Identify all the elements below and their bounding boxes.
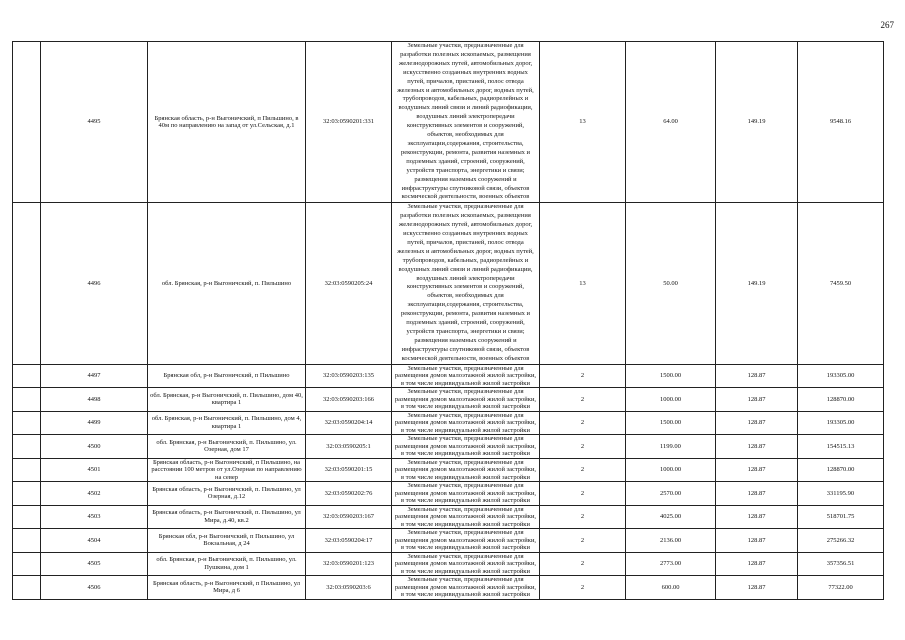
cadastral-value: 193305.00 (798, 364, 884, 388)
row-number: 4498 (41, 388, 148, 412)
cadastral-number: 32:03:0590204:17 (306, 529, 392, 553)
row-spacer (13, 552, 41, 576)
cadastral-value: 154515.13 (798, 435, 884, 459)
page-number: 267 (880, 20, 894, 30)
row-number: 4502 (41, 482, 148, 506)
row-number: 4501 (41, 458, 148, 482)
land-area: 1199.00 (626, 435, 716, 459)
cadastral-number: 32:03:0590203:166 (306, 388, 392, 412)
row-spacer (13, 42, 41, 203)
specific-cadastral-value: 128.87 (716, 552, 798, 576)
address-cell: обл. Брянская, р-н Выгоничский, п. Пильшино, дом 4, квартира 1 (148, 411, 306, 435)
address-cell: обл. Брянская, р-н Выгоничский, п. Пильшино, ул. Озерная, дом 17 (148, 435, 306, 459)
row-spacer (13, 411, 41, 435)
specific-cadastral-value: 128.87 (716, 458, 798, 482)
row-spacer (13, 435, 41, 459)
use-type-code: 2 (540, 576, 626, 600)
cadastral-number: 32:03:0590201:331 (306, 42, 392, 203)
use-type-code: 2 (540, 505, 626, 529)
table-row (13, 364, 884, 388)
cadastral-number: 32:03:0590203:167 (306, 505, 392, 529)
land-use-description: Земельные участки, предназначенные для размещения домов малоэтажной жилой застройки, в том числе индивидуальной жилой застройки (392, 458, 540, 482)
cadastral-value: 275266.32 (798, 529, 884, 553)
land-area: 2136.00 (626, 529, 716, 553)
land-use-description: Земельные участки, предназначенные для разработки полезных ископаемых, размещения железнодорожных путей, автомобильных дорог, искусственно созданных внутренних водных путей, причалов, пристаней, полос отвода железных и автомобильных дорог, водных путей, трубопроводов, кабельных, радиорелейных и воздушных линий связи и линий радиофикации, воздушных линий электропередачи конструктивных элементов и сооружений, объектов, необходимых для эксплуатации,содержания, строительства, реконструкции, ремонта, развития наземных и подземных зданий, строений, сооружений, устройств транспорта, энергетики и связи; размещения наземных сооружений и инфраструктуры спутниковой связи, объектов космической деятельности, военных объектов (392, 42, 540, 203)
address-cell: Брянская область, р-н Выгоничский, п Пильшино, в 40м по направлению на запад от ул.Сельская, д.1 (148, 42, 306, 203)
row-number: 4504 (41, 529, 148, 553)
cadastral-value: 128870.00 (798, 388, 884, 412)
row-spacer (13, 364, 41, 388)
specific-cadastral-value: 149.19 (716, 42, 798, 203)
row-number: 4503 (41, 505, 148, 529)
cadastral-value: 128870.00 (798, 458, 884, 482)
row-number: 4497 (41, 364, 148, 388)
cadastral-number: 32:03:0590205:24 (306, 203, 392, 364)
table-row (13, 411, 884, 435)
row-number: 4506 (41, 576, 148, 600)
land-area: 600.00 (626, 576, 716, 600)
land-use-description: Земельные участки, предназначенные для размещения домов малоэтажной жилой застройки, в том числе индивидуальной жилой застройки (392, 529, 540, 553)
land-area: 4025.00 (626, 505, 716, 529)
land-use-description: Земельные участки, предназначенные для размещения домов малоэтажной жилой застройки, в том числе индивидуальной жилой застройки (392, 505, 540, 529)
land-use-description: Земельные участки, предназначенные для размещения домов малоэтажной жилой застройки, в том числе индивидуальной жилой застройки (392, 388, 540, 412)
land-area: 50.00 (626, 203, 716, 364)
land-area: 1500.00 (626, 364, 716, 388)
row-spacer (13, 505, 41, 529)
table-row (13, 529, 884, 553)
row-number: 4505 (41, 552, 148, 576)
table-row (13, 552, 884, 576)
row-number: 4500 (41, 435, 148, 459)
specific-cadastral-value: 128.87 (716, 576, 798, 600)
specific-cadastral-value: 128.87 (716, 482, 798, 506)
row-spacer (13, 576, 41, 600)
use-type-code: 2 (540, 435, 626, 459)
table-row (13, 388, 884, 412)
cadastral-number: 32:03:0590204:14 (306, 411, 392, 435)
specific-cadastral-value: 128.87 (716, 388, 798, 412)
table-row (13, 482, 884, 506)
address-cell: Брянская обл, р-н Выгоничский, п Пильшино (148, 364, 306, 388)
land-use-description: Земельные участки, предназначенные для разработки полезных ископаемых, размещения железнодорожных путей, автомобильных дорог, искусственно созданных внутренних водных путей, причалов, пристаней, полос отвода железных и автомобильных дорог, водных путей, трубопроводов, кабельных, радиорелейных и воздушных линий связи и линий радиофикации, воздушных линий электропередачи конструктивных элементов и сооружений, объектов, необходимых для эксплуатации,содержания, строительства, реконструкции, ремонта, развития наземных и подземных зданий, строений, сооружений, устройств транспорта, энергетики и связи; размещения наземных сооружений и инфраструктуры спутниковой связи, объектов космической деятельности, военных объектов (392, 203, 540, 364)
address-cell: Брянская область, р-н Выгоничский, п. Пильшино, ул Озерная, д.12 (148, 482, 306, 506)
cadastral-number: 32:03:0590205:1 (306, 435, 392, 459)
land-area: 1000.00 (626, 458, 716, 482)
cadastral-value: 7459.50 (798, 203, 884, 364)
land-use-description: Земельные участки, предназначенные для размещения домов малоэтажной жилой застройки, в том числе индивидуальной жилой застройки (392, 552, 540, 576)
use-type-code: 2 (540, 388, 626, 412)
land-use-description: Земельные участки, предназначенные для размещения домов малоэтажной жилой застройки, в том числе индивидуальной жилой застройки (392, 364, 540, 388)
use-type-code: 2 (540, 529, 626, 553)
land-area: 2570.00 (626, 482, 716, 506)
address-cell: Брянская область, р-н Выгоничский, п Пильшино, ул Мира, д 6 (148, 576, 306, 600)
cadastral-value: 518701.75 (798, 505, 884, 529)
row-number: 4496 (41, 203, 148, 364)
row-spacer (13, 529, 41, 553)
specific-cadastral-value: 128.87 (716, 435, 798, 459)
specific-cadastral-value: 128.87 (716, 505, 798, 529)
specific-cadastral-value: 128.87 (716, 529, 798, 553)
cadastral-number: 32:03:0590203:135 (306, 364, 392, 388)
land-area: 64.00 (626, 42, 716, 203)
land-area: 2773.00 (626, 552, 716, 576)
land-use-description: Земельные участки, предназначенные для размещения домов малоэтажной жилой застройки, в том числе индивидуальной жилой застройки (392, 482, 540, 506)
land-use-description: Земельные участки, предназначенные для размещения домов малоэтажной жилой застройки, в том числе индивидуальной жилой застройки (392, 411, 540, 435)
row-spacer (13, 458, 41, 482)
specific-cadastral-value: 128.87 (716, 364, 798, 388)
cadastral-value: 357356.51 (798, 552, 884, 576)
cadastral-number: 32:03:0590201:123 (306, 552, 392, 576)
land-area: 1000.00 (626, 388, 716, 412)
address-cell: Брянская область, р-н Выгоничский, п Пильшино, на расстоянии 100 метров от ул.Озерная по направлению на север (148, 458, 306, 482)
table-row (13, 42, 884, 203)
use-type-code: 2 (540, 482, 626, 506)
address-cell: обл. Брянская, р-н Выгоничский, п. Пильшино, дом 40, квартира 1 (148, 388, 306, 412)
address-cell: обл. Брянская, р-н Выгоничский, п. Пильшино (148, 203, 306, 364)
cadastral-value: 331195.90 (798, 482, 884, 506)
cadastral-value: 193305.00 (798, 411, 884, 435)
table-row (13, 203, 884, 364)
specific-cadastral-value: 149.19 (716, 203, 798, 364)
address-cell: Брянская обл, р-н Выгоничский, п Пильшино, ул Вокзальная, д 24 (148, 529, 306, 553)
table-row (13, 435, 884, 459)
row-spacer (13, 203, 41, 364)
cadastral-value: 9548.16 (798, 42, 884, 203)
address-cell: Брянская область, р-н Выгоничский, п. Пильшино, ул Мира, д.40, кв.2 (148, 505, 306, 529)
table-row (13, 458, 884, 482)
use-type-code: 2 (540, 364, 626, 388)
cadastral-value-table (12, 41, 884, 600)
use-type-code: 2 (540, 552, 626, 576)
address-cell: обл. Брянская, р-н Выгоничский, п. Пильшино, ул. Пушкина, дом 1 (148, 552, 306, 576)
cadastral-number: 32:03:0590203:6 (306, 576, 392, 600)
cadastral-number: 32:03:0590201:15 (306, 458, 392, 482)
use-type-code: 2 (540, 411, 626, 435)
row-spacer (13, 482, 41, 506)
row-number: 4499 (41, 411, 148, 435)
land-area: 1500.00 (626, 411, 716, 435)
cadastral-value: 77322.00 (798, 576, 884, 600)
cadastral-number: 32:03:0590202:76 (306, 482, 392, 506)
table-row (13, 505, 884, 529)
table-row (13, 576, 884, 600)
use-type-code: 2 (540, 458, 626, 482)
row-number: 4495 (41, 42, 148, 203)
land-use-description: Земельные участки, предназначенные для размещения домов малоэтажной жилой застройки, в том числе индивидуальной жилой застройки (392, 576, 540, 600)
row-spacer (13, 388, 41, 412)
use-type-code: 13 (540, 203, 626, 364)
land-use-description: Земельные участки, предназначенные для размещения домов малоэтажной жилой застройки, в том числе индивидуальной жилой застройки (392, 435, 540, 459)
use-type-code: 13 (540, 42, 626, 203)
specific-cadastral-value: 128.87 (716, 411, 798, 435)
